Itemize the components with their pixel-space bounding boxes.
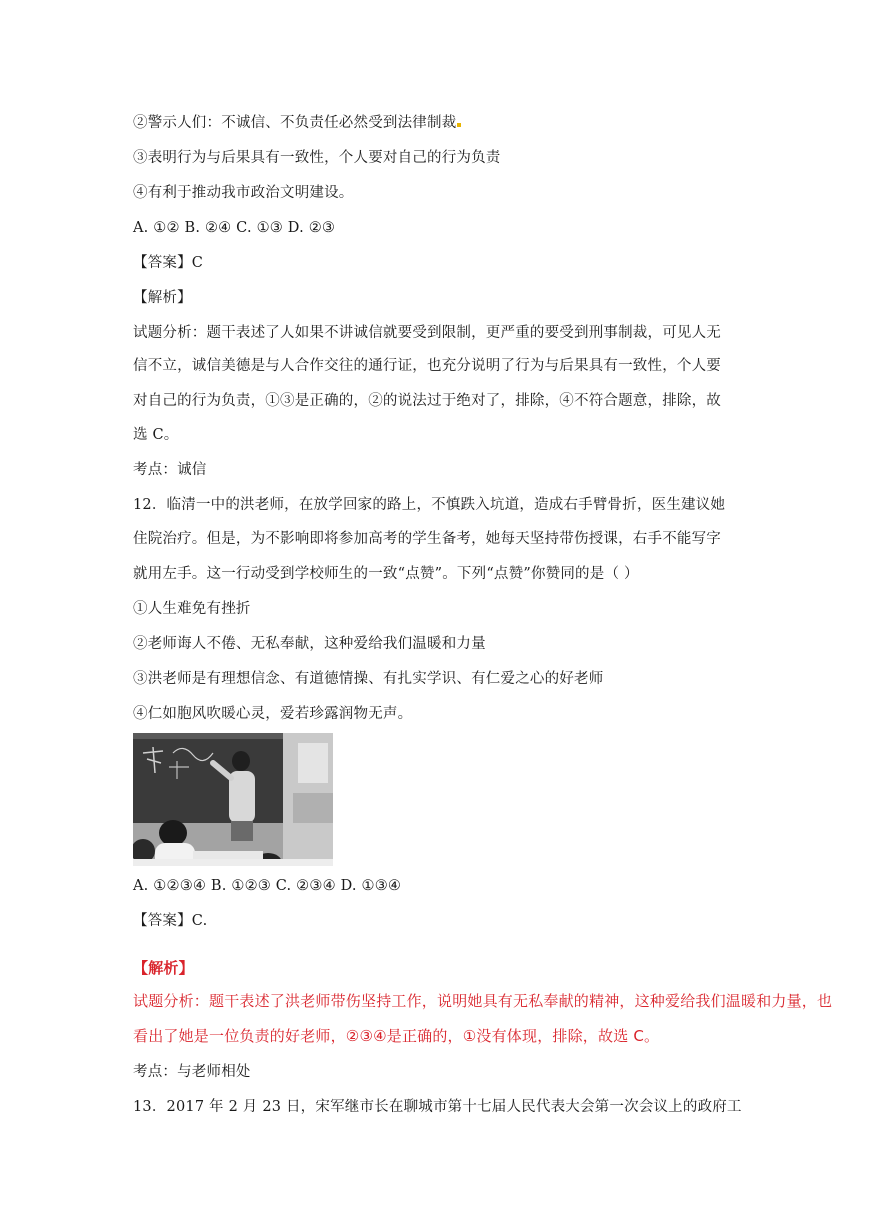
question-12-line-3: 就用左手。这一行动受到学校师生的一致“点赞”。下列“点赞”你赞同的是（ ） [133, 566, 639, 582]
analysis-text-line-3: 对自己的行为负责，①③是正确的，②的说法过于绝对了，排除，④不符合题意，排除，故 [133, 393, 721, 409]
answer-label: 【答案】C [133, 255, 204, 271]
question-12-line-1: 12．临清一中的洪老师，在放学回家的路上，不慎跌入坑道，造成右手臂骨折，医生建议她 [133, 497, 726, 513]
option-3-text: ③表明行为与后果具有一致性，个人要对自己的行为负责 [133, 150, 501, 166]
q12-topic-label: 考点：与老师相处 [133, 1064, 251, 1080]
topic-label: 考点：诚信 [133, 462, 207, 478]
highlight-mark [457, 123, 461, 127]
classroom-photo-illustration [133, 733, 333, 866]
analysis-text-line-4: 选 C。 [133, 427, 179, 443]
q12-answer-label: 【答案】C. [133, 913, 208, 929]
line-text: ②警示人们：不诚信、不负责任必然受到法律制裁 [133, 115, 457, 131]
q12-option-3: ③洪老师是有理想信念、有道德情操、有扎实学识、有仁爱之心的好老师 [133, 671, 604, 687]
q12-option-4: ④仁如胞风吹暖心灵，爱若珍露润物无声。 [133, 706, 413, 722]
q12-option-2: ②老师诲人不倦、无私奉献，这种爱给我们温暖和力量 [133, 636, 486, 652]
q12-answer-choices: A. ①②③④ B. ①②③ C. ②③④ D. ①③④ [133, 878, 402, 894]
q12-analysis-line-1: 试题分析：题干表述了洪老师带伤坚持工作，说明她具有无私奉献的精神，这种爱给我们温暖和力量，也 [133, 992, 833, 1010]
classroom-photo [133, 733, 333, 866]
option-2-text [133, 113, 461, 133]
q12-analysis-line-2: 看出了她是一位负责的好老师，②③④是正确的，①没有体现，排除，故选 C。 [133, 1027, 660, 1045]
q12-analysis-label: 【解析】 [133, 959, 194, 977]
analysis-text-line-2: 信不立，诚信美德是与人合作交往的通行证，也充分说明了行为与后果具有一致性，个人要 [133, 358, 721, 374]
analysis-label: 【解析】 [133, 290, 192, 306]
question-13-line-1: 13．2017 年 2 月 23 日，宋军继市长在聊城市第十七届人民代表大会第一次会议上的政府工 [133, 1099, 742, 1115]
analysis-text-line-1: 试题分析：题干表述了人如果不讲诚信就要受到限制，更严重的要受到刑事制裁，可见人无 [133, 325, 721, 341]
question-12-line-2: 住院治疗。但是，为不影响即将参加高考的学生备考，她每天坚持带伤授课，右手不能写字 [133, 531, 721, 547]
option-4-text: ④有利于推动我市政治文明建设。 [133, 185, 354, 201]
q12-option-1: ①人生难免有挫折 [133, 601, 251, 617]
answer-choices: A. ①② B. ②④ C. ①③ D. ②③ [133, 220, 336, 236]
